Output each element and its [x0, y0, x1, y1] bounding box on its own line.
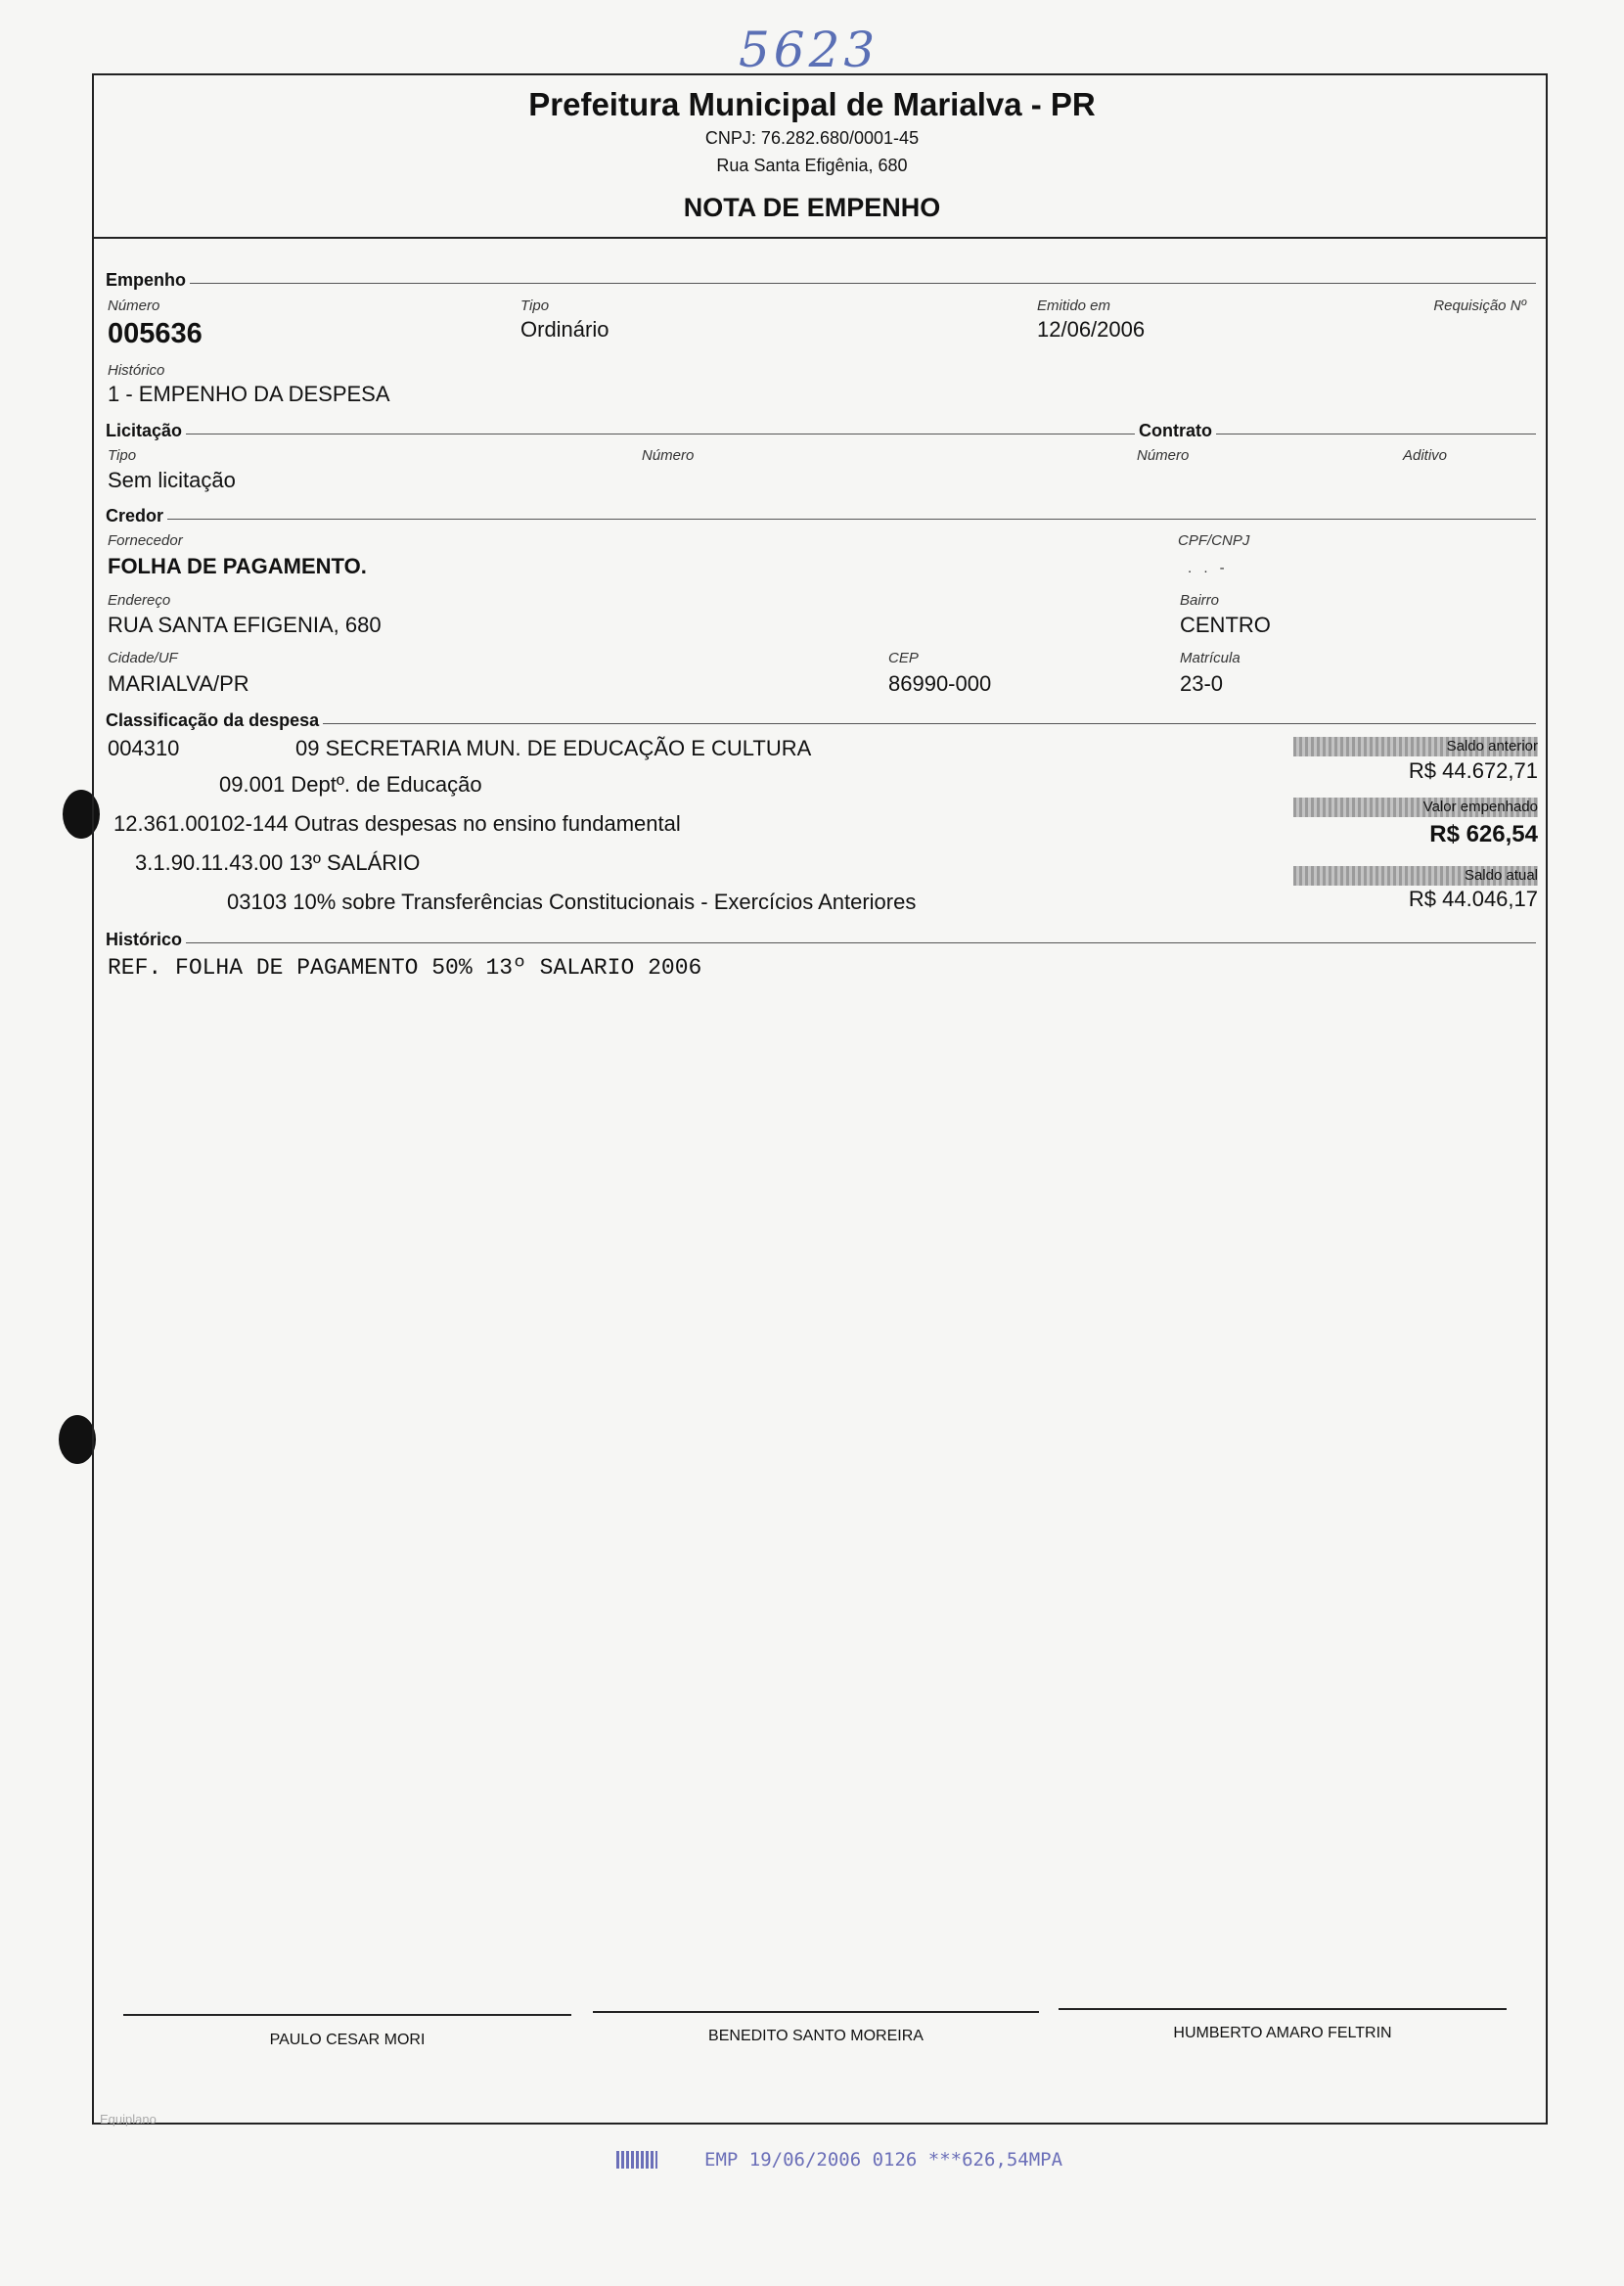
- endereco-label: Endereço: [108, 592, 171, 609]
- signature-line-3: [1059, 2008, 1507, 2010]
- cpf-value: . . -: [1188, 560, 1229, 576]
- empenho-numero: 005636: [108, 318, 203, 349]
- historico-text: REF. FOLHA DE PAGAMENTO 50% 13º SALARIO 2006: [108, 955, 702, 981]
- payment-stamp: EMP 19/06/2006 0126 ***626,54MPA: [704, 2149, 1063, 2171]
- historico-section: Histórico: [106, 930, 186, 950]
- credor-section: Credor: [106, 506, 167, 526]
- classificacao-orgao: 09 SECRETARIA MUN. DE EDUCAÇÃO E CULTURA: [295, 736, 812, 760]
- saldo-atual-label: Saldo atual: [1464, 867, 1538, 884]
- stamp-logo: [616, 2151, 657, 2169]
- fornecedor: FOLHA DE PAGAMENTO.: [108, 554, 367, 578]
- historico-label: Histórico: [108, 362, 165, 379]
- classificacao-recurso: 03103 10% sobre Transferências Constitucionais - Exercícios Anteriores: [227, 890, 917, 914]
- empenho-section: Empenho: [106, 270, 190, 291]
- credor-rule: [108, 519, 1536, 520]
- cep-label: CEP: [888, 650, 919, 666]
- signature-name-1: PAULO CESAR MORI: [269, 2032, 426, 2048]
- saldo-anterior-label: Saldo anterior: [1446, 738, 1538, 754]
- signature-name-3: HUMBERTO AMARO FELTRIN: [1173, 2025, 1392, 2041]
- matricula-label: Matrícula: [1180, 650, 1241, 666]
- licitacao-numero-label: Número: [642, 447, 695, 464]
- page-title: Prefeitura Municipal de Marialva - PR: [528, 86, 1096, 122]
- classificacao-funcional: 12.361.00102-144 Outras despesas no ensino fundamental: [113, 811, 681, 836]
- footer-system-name: Equiplano: [100, 2112, 157, 2126]
- signature-line-1: [123, 2014, 571, 2016]
- classificacao-code: 004310: [108, 736, 180, 760]
- bairro: CENTRO: [1180, 613, 1271, 637]
- emitido-label: Emitido em: [1037, 297, 1111, 314]
- licitacao-tipo: Sem licitação: [108, 468, 236, 492]
- contrato-numero-label: Número: [1137, 447, 1190, 464]
- emitido-date: 12/06/2006: [1037, 317, 1146, 342]
- saldo-atual: R$ 44.046,17: [1408, 887, 1538, 911]
- aditivo-label: Aditivo: [1403, 447, 1448, 464]
- header-divider: [92, 237, 1548, 239]
- empenho-tipo: Ordinário: [520, 317, 609, 342]
- saldo-anterior: R$ 44.672,71: [1408, 758, 1538, 783]
- cep: 86990-000: [888, 671, 992, 696]
- classificacao-section: Classificação da despesa: [106, 710, 323, 731]
- licitacao-tipo-label: Tipo: [108, 447, 137, 464]
- fornecedor-label: Fornecedor: [108, 532, 183, 549]
- contrato-section: Contrato: [1135, 421, 1216, 441]
- cidade-label: Cidade/UF: [108, 650, 178, 666]
- cpf-label: CPF/CNPJ: [1178, 532, 1250, 549]
- signature-line-2: [593, 2011, 1039, 2013]
- tipo-label: Tipo: [520, 297, 550, 314]
- endereco: RUA SANTA EFIGENIA, 680: [108, 613, 382, 637]
- binder-hole-bottom: [59, 1415, 96, 1464]
- valor-empenhado: R$ 626,54: [1429, 821, 1538, 847]
- licitacao-section: Licitação: [106, 421, 186, 441]
- doc-title: NOTA DE EMPENHO: [683, 193, 941, 222]
- historico-rule: [108, 942, 1536, 943]
- bairro-label: Bairro: [1180, 592, 1220, 609]
- matricula: 23-0: [1180, 671, 1224, 696]
- classificacao-elemento: 3.1.90.11.43.00 13º SALÁRIO: [135, 850, 421, 875]
- valor-empenhado-label: Valor empenhado: [1422, 799, 1538, 815]
- signature-name-2: BENEDITO SANTO MOREIRA: [708, 2028, 924, 2044]
- requisicao-label: Requisição Nº: [1433, 297, 1526, 314]
- classificacao-unidade: 09.001 Deptº. de Educação: [219, 772, 482, 797]
- cnpj: CNPJ: 76.282.680/0001-45: [704, 128, 920, 148]
- handwritten-number: 5623: [739, 22, 880, 78]
- empenho-historico: 1 - EMPENHO DA DESPESA: [108, 382, 390, 406]
- address: Rua Santa Efigênia, 680: [716, 156, 908, 175]
- empenho-rule: [108, 283, 1536, 284]
- numero-label: Número: [108, 297, 160, 314]
- cidade: MARIALVA/PR: [108, 671, 249, 696]
